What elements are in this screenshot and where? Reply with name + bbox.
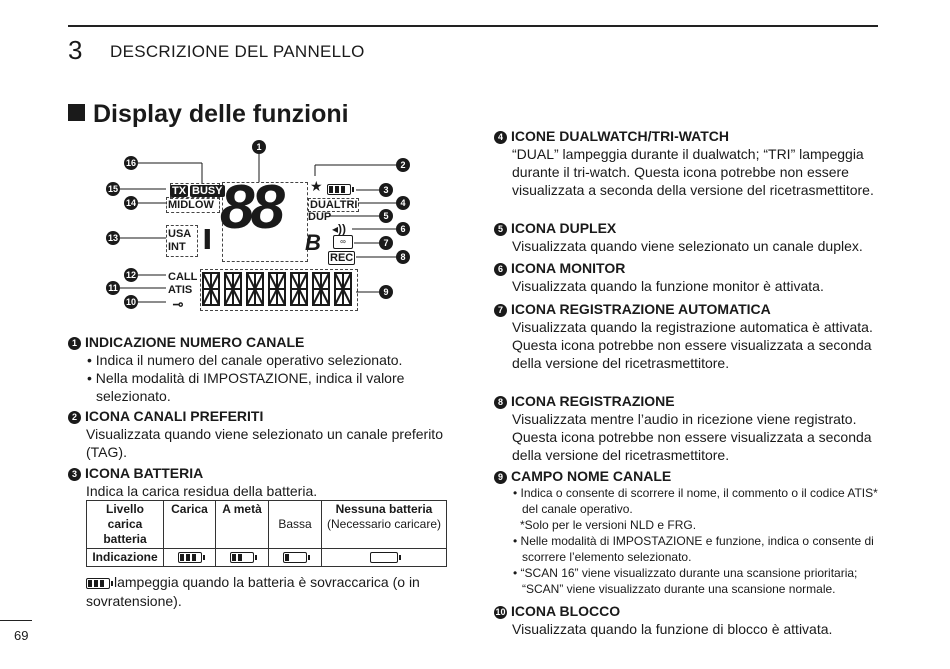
item-title: ICONA BLOCCO xyxy=(511,603,621,619)
battery-note xyxy=(86,573,446,611)
item-text: Questa icona potrebbe non essere visualizzata a seconda della versione del ricetrasmettitore. xyxy=(512,337,872,371)
battery-empty-icon xyxy=(370,552,398,563)
lcd-diagram xyxy=(100,138,420,313)
item-1 xyxy=(68,333,468,405)
table-cell xyxy=(164,549,216,567)
item-6 xyxy=(494,259,894,295)
int-icon: INT xyxy=(168,241,186,253)
callout-12: 12 xyxy=(125,270,136,280)
page-number: 69 xyxy=(14,628,29,643)
item-text: “DUAL” lampeggia durante il dualwatch; “TRI” lampeggia durante il tri-watch. Questa icona potrebbe non essere visualizzata a seconda della versione del ricetrasmettitore. xyxy=(512,146,874,198)
star-icon: ★ xyxy=(310,178,323,194)
table-header: A metà xyxy=(216,501,269,549)
item-7 xyxy=(494,300,894,372)
battery-low-icon xyxy=(283,552,307,563)
item-bullet: • Nelle modalità di IMPOSTAZIONE e funzione, indica o consente di scorrere l’elemento selezionato. xyxy=(513,534,874,564)
callout-13: 13 xyxy=(107,233,118,243)
atis-icon: ATIS xyxy=(168,284,193,296)
callout-2: 2 xyxy=(396,158,410,172)
item-title: ICONE DUALWATCH/TRI-WATCH xyxy=(511,128,730,144)
item-8 xyxy=(494,392,894,464)
battery-full-icon xyxy=(327,184,351,195)
item-bullet: • Indica o consente di scorrere il nome, il commento o il codice ATIS* del canale operativo. xyxy=(513,486,878,516)
item-title: CAMPO NOME CANALE xyxy=(511,468,672,484)
item-9 xyxy=(494,467,894,597)
item-title: ICONA REGISTRAZIONE xyxy=(511,393,675,409)
channel-digits: 88 xyxy=(220,173,281,242)
table-header: Livello carica batteria xyxy=(87,501,164,549)
callout-8: 8 xyxy=(396,250,410,264)
call-icon: CALL xyxy=(168,271,198,283)
battery-note-text: lampeggia quando la batteria è sovraccarica (o in sovratensione). xyxy=(86,574,420,609)
item-text: Visualizzata mentre l’audio in ricezione viene registrato. Questa icona potrebbe non essere visualizzata a seconda della versione del ricetrasmettitore. xyxy=(512,411,872,463)
battery-full-icon xyxy=(86,578,110,589)
busy-icon: BUSY xyxy=(192,185,223,197)
table-header-bold: Nessuna batteria xyxy=(335,502,433,516)
item-number-badge: 3 xyxy=(68,468,81,481)
battery-table-wrap xyxy=(86,500,447,567)
item-number-badge: 5 xyxy=(494,223,507,236)
item-text: Visualizzata quando viene selezionato un canale preferito (TAG). xyxy=(86,426,443,460)
item-title: ICONA BATTERIA xyxy=(85,465,204,481)
callout-10: 10 xyxy=(125,297,136,307)
table-header: Carica xyxy=(164,501,216,549)
table-row-label: Indicazione xyxy=(87,549,164,567)
item-text: Visualizzata quando la funzione monitor è attivata. xyxy=(512,278,824,294)
callout-7: 7 xyxy=(379,236,393,250)
table-header: Bassa xyxy=(269,501,322,549)
callout-15: 15 xyxy=(107,184,118,194)
table-cell xyxy=(269,549,322,567)
item-4 xyxy=(494,127,894,199)
callout-9: 9 xyxy=(379,285,393,299)
callout-5: 5 xyxy=(379,209,393,223)
chapter-number: 3 xyxy=(68,35,83,65)
callout-4: 4 xyxy=(396,196,410,210)
item-number-badge: 7 xyxy=(494,304,507,317)
channel-suffix: B xyxy=(305,230,321,255)
section-title-text: Display delle funzioni xyxy=(93,100,349,128)
item-bullet: • “SCAN 16” viene visualizzato durante una scansione prioritaria; “SCAN” viene visualizzato durante una scansione normale. xyxy=(513,566,858,596)
callout-1: 1 xyxy=(252,140,266,154)
item-number-badge: 10 xyxy=(495,607,506,617)
page-number-rule xyxy=(0,620,32,621)
item-title: INDICAZIONE NUMERO CANALE xyxy=(85,334,305,350)
item-text: Visualizzata quando la funzione di blocco è attivata. xyxy=(512,621,833,637)
item-title: ICONA DUPLEX xyxy=(511,220,617,236)
channel-digit-prefix: ı xyxy=(202,216,213,258)
table-cell xyxy=(322,549,447,567)
item-title: ICONA REGISTRAZIONE AUTOMATICA xyxy=(511,301,771,317)
battery-full-icon xyxy=(178,552,202,563)
item-5 xyxy=(494,219,894,255)
callout-16: 16 xyxy=(125,158,136,168)
header-rule xyxy=(68,25,878,27)
battery-half-icon xyxy=(230,552,254,563)
item-number-badge: 2 xyxy=(68,411,81,424)
callout-6: 6 xyxy=(396,222,410,236)
item-number-badge: 8 xyxy=(494,396,507,409)
item-bullet: • Indica il numero del canale operativo selezionato. xyxy=(87,352,403,368)
key-lock-icon: ⊸ xyxy=(172,296,184,312)
item-title: ICONA CANALI PREFERITI xyxy=(85,408,264,424)
section-title xyxy=(68,100,349,129)
item-10 xyxy=(494,602,894,638)
item-number-badge: 4 xyxy=(494,131,507,144)
item-text: Indica la carica residua della batteria. xyxy=(86,483,318,499)
table-header-no-battery xyxy=(322,501,447,549)
item-2 xyxy=(68,407,468,461)
chapter-title: DESCRIZIONE DEL PANNELLO xyxy=(110,42,365,61)
midlow-icon: MIDLOW xyxy=(168,199,214,211)
rec-icon: REC xyxy=(330,252,354,264)
tx-icon: TX xyxy=(172,185,187,197)
item-3 xyxy=(68,464,468,500)
channel-name-segments xyxy=(201,271,355,308)
auto-record-icon: ∞ xyxy=(333,235,353,249)
item-text: Visualizzata quando la registrazione automatica è attivata. xyxy=(512,319,873,335)
table-cell xyxy=(216,549,269,567)
callout-11: 11 xyxy=(106,281,120,295)
item-number-badge: 6 xyxy=(494,263,507,276)
item-bullet: • Nella modalità di IMPOSTAZIONE, indica il valore selezionato. xyxy=(87,370,405,404)
item-number-badge: 1 xyxy=(68,337,81,350)
square-bullet-icon xyxy=(68,104,85,121)
item-footnote: *Solo per le versioni NLD e FRG. xyxy=(520,518,697,532)
item-text: Visualizzata quando viene selezionato un canale duplex. xyxy=(512,238,863,254)
callout-3: 3 xyxy=(379,183,393,197)
callout-14: 14 xyxy=(125,198,136,208)
table-header-sub: (Necessario caricare) xyxy=(326,517,442,531)
item-number-badge: 9 xyxy=(494,471,507,484)
item-title: ICONA MONITOR xyxy=(511,260,626,276)
dualtri-icon: DUALTRI xyxy=(310,199,358,211)
monitor-icon: ◂)) xyxy=(332,222,347,236)
battery-table xyxy=(86,500,447,567)
dup-icon: DUP xyxy=(308,211,332,223)
usa-icon: USA xyxy=(168,228,192,240)
